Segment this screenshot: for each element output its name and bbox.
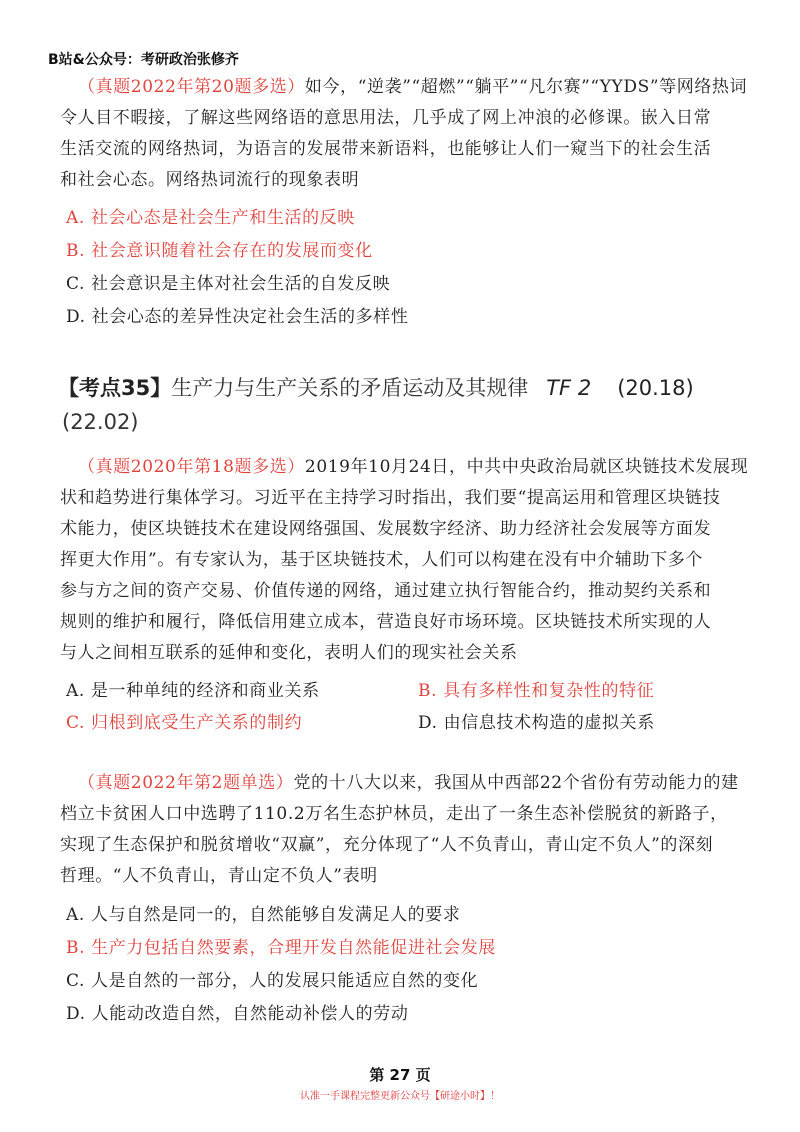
question-2-option-c: C. 归根到底受生产关系的制约 bbox=[66, 713, 303, 733]
question-3-option-c: C. 人是自然的一部分，人的发展只能适应自然的变化 bbox=[66, 971, 479, 991]
question-2-line-3: 术能力，使区块链技术在建设网络强国、发展数字经济、助力经济社会发展等方面发 bbox=[60, 519, 712, 539]
question-1-source: （真题2022年第20题多选） bbox=[78, 77, 305, 97]
question-2-line-1: （真题2020年第18题多选）2019年10月24日，中共中央政治局就区块链技术发展现 bbox=[78, 457, 749, 477]
question-2-line-4: 挥更大作用”。有专家认为，基于区块链技术，人们可以构建在没有中介辅助下多个 bbox=[60, 550, 703, 570]
question-2-option-a: A. 是一种单纯的经济和商业关系 bbox=[66, 681, 320, 701]
question-3-option-a: A. 人与自然是同一的，自然能够自发满足人的要求 bbox=[66, 905, 461, 925]
question-2-line-5: 参与方之间的资产交易、价值传递的网络，通过建立执行智能合约，推动契约关系和 bbox=[60, 581, 712, 601]
question-3-line-2: 档立卡贫困人口中选聘了110.2万名生态护林员，走出了一条生态补偿脱贫的新路子， bbox=[60, 804, 728, 824]
question-2-option-b: B. 具有多样性和复杂性的特征 bbox=[418, 681, 655, 701]
section-label: 【考点35】 bbox=[58, 376, 172, 400]
question-1-option-a: A. 社会心态是社会生产和生活的反映 bbox=[66, 208, 355, 228]
question-1-option-c: C. 社会意识是主体对社会生活的自发反映 bbox=[66, 274, 391, 294]
section-title: 生产力与生产关系的矛盾运动及其规律 bbox=[171, 376, 529, 400]
question-1-line-3: 生活交流的网络热词，为语言的发展带来新语料，也能够让人们一窥当下的社会生活 bbox=[60, 139, 712, 159]
question-2-source: （真题2020年第18题多选） bbox=[78, 457, 305, 477]
question-3-option-d: D. 人能动改造自然，自然能动补偿人的劳动 bbox=[66, 1004, 409, 1024]
question-3-line-3: 实现了生态保护和脱贫增收“双赢”，充分体现了“人不负青山，青山定不负人”的深刻 bbox=[60, 835, 714, 855]
question-2-line-2: 状和趋势进行集体学习。习近平在主持学习时指出，我们要“提高运用和管理区块链技 bbox=[60, 488, 721, 508]
section-tf: TF 2 bbox=[546, 376, 592, 400]
brand-header: B站&公众号：考研政治张修齐 bbox=[48, 52, 239, 68]
section-years-2: (22.02) bbox=[62, 410, 139, 434]
question-1-option-d: D. 社会心态的差异性决定社会生活的多样性 bbox=[66, 307, 409, 327]
question-2-option-d: D. 由信息技术构造的虚拟关系 bbox=[418, 713, 655, 733]
question-3-line-4: 哲理。“人不负青山，青山定不负人”表明 bbox=[60, 866, 378, 886]
question-3-option-b: B. 生产力包括自然要素，合理开发自然能促进社会发展 bbox=[66, 938, 496, 958]
question-2-line-7: 与人之间相互联系的延伸和变化，表明人们的现实社会关系 bbox=[60, 643, 518, 663]
section-heading bbox=[58, 372, 694, 402]
question-1-line-2: 令人目不暇接，了解这些网络语的意思用法，几乎成了网上冲浪的必修课。嵌入日常 bbox=[60, 108, 712, 128]
section-years: (20.18) bbox=[617, 376, 694, 400]
question-1-line-4: 和社会心态。网络热词流行的现象表明 bbox=[60, 170, 360, 190]
question-2-line-6: 规则的维护和履行，降低信用建立成本，营造良好市场环境。区块链技术所实现的人 bbox=[60, 612, 712, 632]
question-3-source: （真题2022年第2题单选） bbox=[78, 773, 294, 793]
footer-note: 认准一手课程完整更新公众号【研途小时】！ bbox=[300, 1091, 500, 1102]
question-1-line-1: （真题2022年第20题多选）如今，“逆袭”“超燃”“躺平”“凡尔赛”“YYDS”等网络热词 bbox=[78, 77, 748, 97]
page-number: 第 27 页 bbox=[369, 1066, 431, 1084]
question-1-option-b: B. 社会意识随着社会存在的发展而变化 bbox=[66, 241, 373, 261]
question-3-line-1: （真题2022年第2题单选）党的十八大以来，我国从中西部22个省份有劳动能力的建 bbox=[78, 773, 739, 793]
